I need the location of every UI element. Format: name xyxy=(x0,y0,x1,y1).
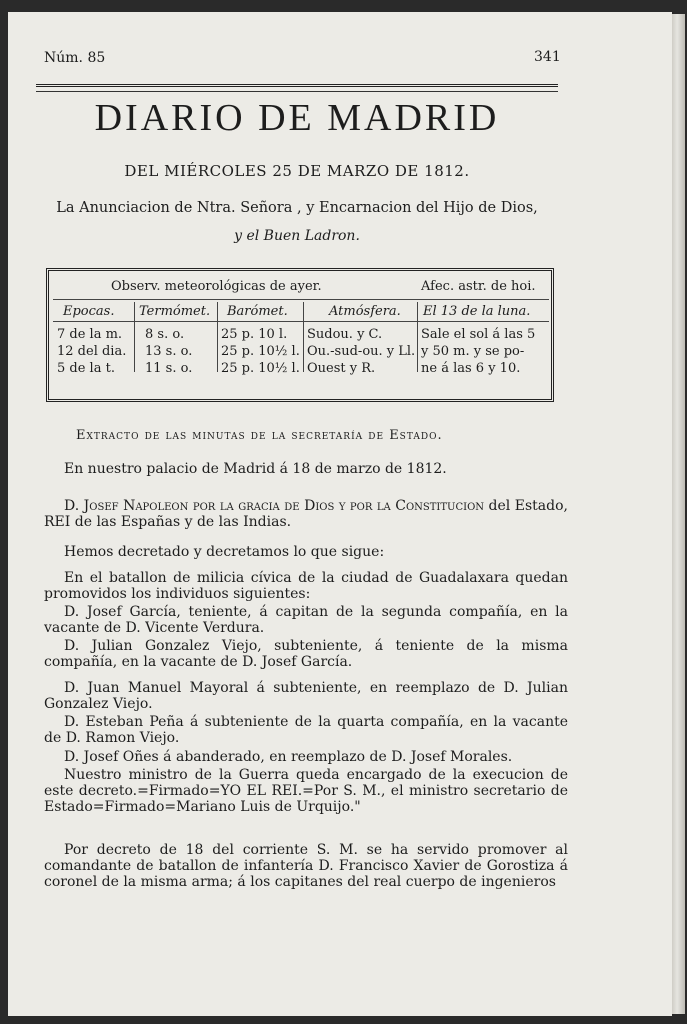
paragraph: D. Juan Manuel Mayoral á subteniente, en reemplazo de D. Julian Gonzalez Viejo. xyxy=(44,680,568,713)
luna-cell: y 50 m. y se po- xyxy=(421,344,525,359)
masthead-title: DIARIO DE MADRID xyxy=(94,97,500,139)
feast-line: La Anunciacion de Ntra. Señora , y Encarnacion del Hijo de Dios, xyxy=(56,200,538,216)
top-rule xyxy=(36,84,558,87)
termometro-cell: 8 s. o. xyxy=(145,327,185,342)
col-header-termometro: Termómet. xyxy=(139,304,211,319)
col-divider xyxy=(417,302,418,372)
col-divider xyxy=(303,302,304,372)
paragraph: D. Josef García, teniente, á capitan de la segunda compañía, en la vacante de D. Vicente Verdura. xyxy=(44,604,568,637)
barometro-cell: 25 p. 10½ l. xyxy=(221,361,300,376)
paragraph: D. Esteban Peña á subteniente de la quarta compañía, en la vacante de D. Ramon Viejo. xyxy=(44,714,568,747)
decree-opening xyxy=(44,498,568,530)
top-rule-thin xyxy=(36,91,558,92)
col-header-epocas: Epocas. xyxy=(63,304,115,319)
col-divider xyxy=(217,302,218,372)
barometro-cell: 25 p. 10 l. xyxy=(221,327,288,342)
decree-opening-rest: del Estado, REI de las Españas y de las Indias. xyxy=(44,498,568,531)
termometro-cell: 11 s. o. xyxy=(145,361,193,376)
issue-number: Núm. 85 xyxy=(44,50,106,66)
place-date: En nuestro palacio de Madrid á 18 de marzo de 1812. xyxy=(64,461,447,477)
col-header-atmosfera: Atmósfera. xyxy=(329,304,401,319)
section-heading: Extracto de las minutas de la secretaría de Estado. xyxy=(76,428,443,443)
luna-cell: ne á las 6 y 10. xyxy=(421,361,521,376)
epoca-cell: 12 del dia. xyxy=(57,344,127,359)
weather-table xyxy=(46,268,554,402)
paragraph: En el batallon de milicia cívica de la ciudad de Guadalaxara quedan promovidos los individuos siguientes: xyxy=(44,570,568,603)
col-divider xyxy=(134,302,135,372)
col-header-luna: El 13 de la luna. xyxy=(423,304,531,319)
paragraph: Por decreto de 18 del corriente S. M. se ha servido promover al comandante de batallon de infantería D. Francisco Xavier de Gorostiza á coronel de la misma arma; á los capitanes del real cuerpo de ingenieros xyxy=(44,842,568,891)
atmosfera-cell: Ou.-sud-ou. y Ll. xyxy=(307,344,416,359)
atmosfera-cell: Sudou. y C. xyxy=(307,327,383,342)
decree-opening-lead: D. Josef Napoleon por la gracia de Dios y por la Constitucion xyxy=(64,498,485,514)
page-edge xyxy=(672,14,685,1014)
termometro-cell: 13 s. o. xyxy=(145,344,193,359)
weather-title: Observ. meteorológicas de ayer. xyxy=(111,279,322,294)
atmosfera-cell: Ouest y R. xyxy=(307,361,376,376)
dateline: DEL MIÉRCOLES 25 DE MARZO DE 1812. xyxy=(124,162,470,180)
epoca-cell: 5 de la t. xyxy=(57,361,115,376)
barometro-cell: 25 p. 10½ l. xyxy=(221,344,300,359)
paragraph: Nuestro ministro de la Guerra queda encargado de la execucion de este decreto.=Firmado=YO EL REI.=Por S. M., el ministro secretario de Estado=Firmado=Mariano Luis de Urquijo." xyxy=(44,767,568,816)
epoca-cell: 7 de la m. xyxy=(57,327,123,342)
table-rule-header xyxy=(53,299,549,300)
col-header-barometro: Barómet. xyxy=(227,304,288,319)
paragraph: D. Josef Oñes á abanderado, en reemplazo de D. Josef Morales. xyxy=(64,749,513,765)
paragraph: D. Julian Gonzalez Viejo, subteniente, á teniente de la misma compañía, en la vacante de D. Josef García. xyxy=(44,638,568,671)
luna-cell: Sale el sol á las 5 xyxy=(421,327,536,342)
decree-formula: Hemos decretado y decretamos lo que sigue: xyxy=(64,544,385,560)
astro-title: Afec. astr. de hoi. xyxy=(421,279,536,294)
table-rule-columns xyxy=(53,321,549,322)
feast-line-2: y el Buen Ladron. xyxy=(234,228,360,244)
page-number: 341 xyxy=(534,49,561,65)
